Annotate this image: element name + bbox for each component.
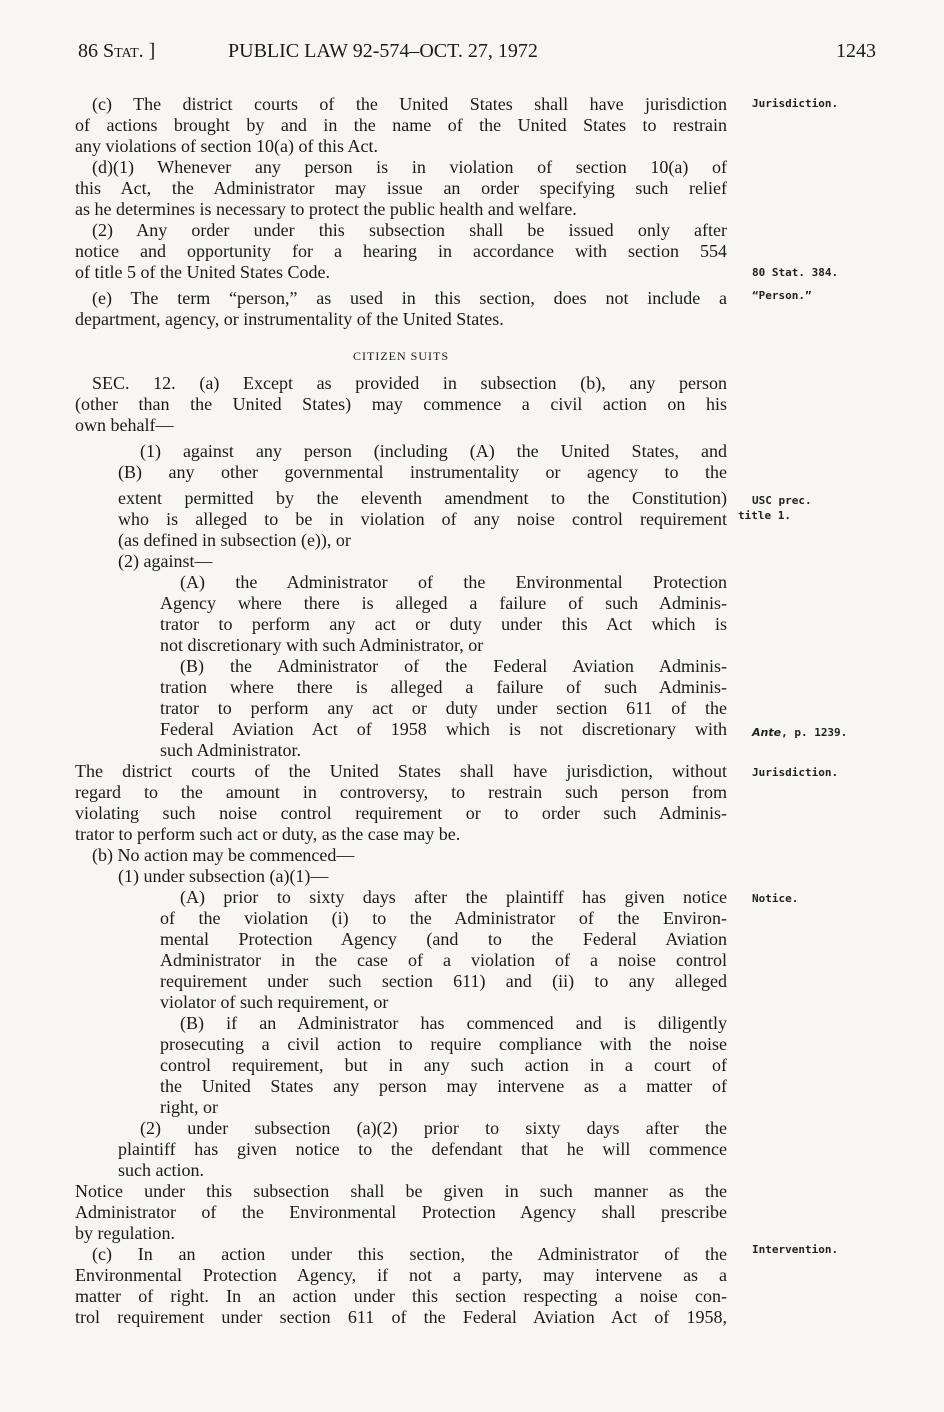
text-line: (1) against any person (including (A) the United States, and [140,441,727,461]
text-line: violating such noise control requirement or to order such Adminis- [75,803,727,823]
text-line: prosecuting a civil action to require compliance with the noise [160,1034,727,1054]
text-line: Notice under this subsection shall be given in such manner as the [75,1181,727,1201]
text-line: control requirement, but in any such action in a court of [160,1055,727,1075]
text-line: SEC. 12. (a) Except as provided in subsection (b), any person [92,373,727,393]
ante-ref: , p. 1239. [781,726,848,739]
text-line: regard to the amount in controversy, to restrain such person from [75,782,727,802]
volume-text: 86 Stat. ] [78,40,156,62]
text-line: of the violation (i) to the Administrator of the Environ- [160,908,727,928]
text-line: who is alleged to be in violation of any noise control requirement [118,509,727,529]
text-line: Federal Aviation Act of 1958 which is not discretionary with [160,719,727,739]
text-line: (as defined in subsection (e)), or [118,530,351,550]
text-line: trator to perform any act or duty under this Act which is [160,614,727,634]
text-line: (2) under subsection (a)(2) prior to sixty days after the [140,1118,727,1138]
running-head-volume [78,40,155,63]
text-line: such action. [118,1160,204,1180]
text-line: extent permitted by the eleventh amendment to the Constitution) [118,488,727,508]
text-line: (B) the Administrator of the Federal Aviation Adminis- [180,656,727,676]
text-line: right, or [160,1097,218,1117]
text-line: requirement under such section 611) and (ii) to any alleged [160,971,727,991]
text-line: (b) No action may be commenced— [92,845,355,865]
text-line: tration where there is alleged a failure of such Adminis- [160,677,727,697]
margin-note-jurisdiction: Jurisdiction. [752,97,839,110]
text-line: this Act, the Administrator may issue an order specifying such relief [75,178,727,198]
text-line: (d)(1) Whenever any person is in violation of section 10(a) of [92,157,727,177]
text-line: (B) if an Administrator has commenced and is diligently [180,1013,727,1033]
text-line: trol requirement under section 611 of the Federal Aviation Act of 1958, [75,1307,727,1327]
margin-note-person: “Person.” [752,289,812,302]
text-line: any violations of section 10(a) of this Act. [75,136,378,156]
margin-note-notice: Notice. [752,892,799,905]
text-line: such Administrator. [160,740,301,760]
margin-note-intervention: Intervention. [752,1243,839,1256]
text-line: Administrator of the Environmental Protection Agency shall prescribe [75,1202,727,1222]
text-line: by regulation. [75,1223,175,1243]
margin-note-jurisdiction-2: Jurisdiction. [752,766,839,779]
text-line: (B) any other governmental instrumentality or agency to the [118,462,727,482]
margin-note-usc: USC prec. [752,494,812,507]
text-line: Administrator in the case of a violation of a noise control [160,950,727,970]
margin-note-usc-title: title 1. [738,509,791,522]
text-line: as he determines is necessary to protect the public health and welfare. [75,199,577,219]
text-line: trator to perform any act or duty under section 611 of the [160,698,727,718]
text-line: own behalf— [75,415,174,435]
text-line: (c) In an action under this section, the Administrator of the [92,1244,727,1264]
text-line: of title 5 of the United States Code. [75,262,330,282]
text-line: (2) Any order under this subsection shall be issued only after [92,220,727,240]
margin-note-stat: 80 Stat. 384. [752,266,839,279]
text-line: (A) the Administrator of the Environmental Protection [180,572,727,592]
text-line: trator to perform such act or duty, as the case may be. [75,824,461,844]
text-line: notice and opportunity for a hearing in accordance with section 554 [75,241,727,261]
text-line: the United States any person may intervene as a matter of [160,1076,727,1096]
text-line: (c) The district courts of the United States shall have jurisdiction [92,94,727,114]
text-line: Agency where there is alleged a failure of such Adminis- [160,593,727,613]
text-line: The district courts of the United States shall have jurisdiction, without [75,761,727,781]
section-heading: CITIZEN SUITS [353,349,449,363]
text-line: not discretionary with such Administrator, or [160,635,484,655]
text-line: (A) prior to sixty days after the plaintiff has given notice [180,887,727,907]
margin-note-ante [752,726,847,739]
text-line: (other than the United States) may commence a civil action on his [75,394,727,414]
text-line: Environmental Protection Agency, if not a party, may intervene as a [75,1265,727,1285]
page-number: 1243 [836,40,876,62]
text-line: matter of right. In an action under this section respecting a noise con- [75,1286,727,1306]
text-line: (1) under subsection (a)(1)— [118,866,329,886]
text-line: violator of such requirement, or [160,992,389,1012]
text-line: plaintiff has given notice to the defendant that he will commence [118,1139,727,1159]
text-line: department, agency, or instrumentality of the United States. [75,309,504,329]
ante-italic: Ante [752,726,782,739]
text-line: (2) against— [118,551,213,571]
text-line: mental Protection Agency (and to the Federal Aviation [160,929,727,949]
running-head-title: PUBLIC LAW 92-574–OCT. 27, 1972 [228,40,538,62]
text-line: (e) The term “person,” as used in this section, does not include a [92,288,727,308]
body-text [75,94,727,1328]
text-line: of actions brought by and in the name of the United States to restrain [75,115,727,135]
